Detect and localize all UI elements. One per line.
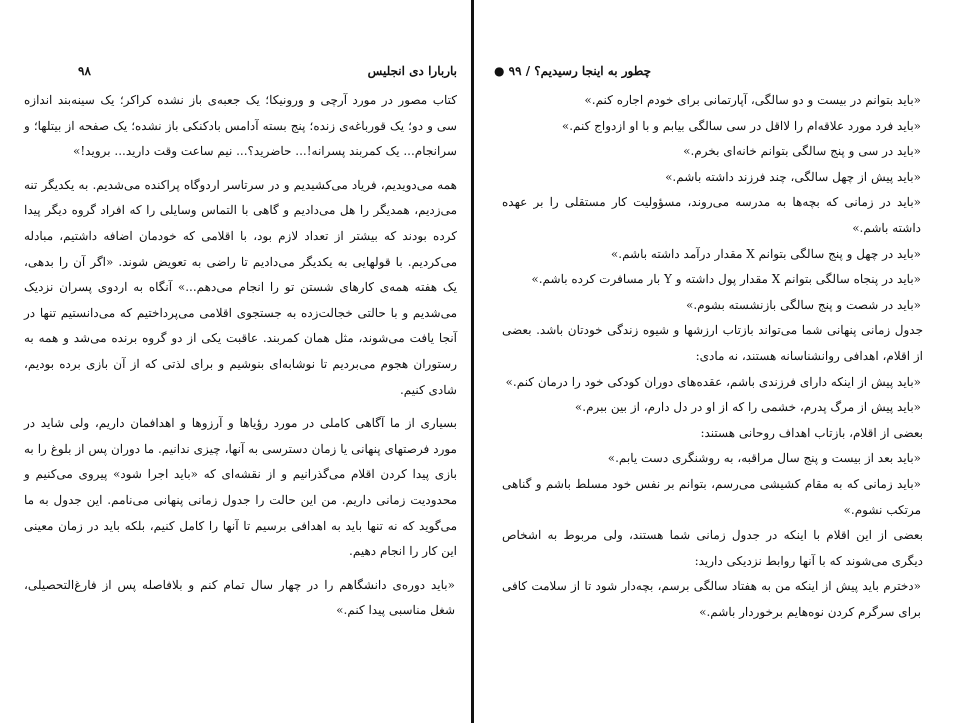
running-head-author: باربارا دی انجلیس (367, 64, 457, 78)
quote-paragraph: «باید در چهل و پنج سالگی بتوانم X مقدار درآمد داشته باشم.» (610, 246, 921, 261)
quote-paragraph: «باید پیش از چهل سالگی، چند فرزند داشته باشم.» (665, 169, 921, 184)
page-number: ۹۸ (78, 64, 91, 78)
left-page (18, 0, 463, 723)
paragraph: بعضی از اقلام، بازتاب اهداف روحانی هستند: (700, 425, 923, 440)
right-page (486, 0, 931, 723)
left-page-body (24, 88, 457, 713)
quote-paragraph: «باید پیش از مرگ پدرم، خشمی را که از او در دل دارم، از بین ببرم.» (574, 400, 921, 415)
quote-paragraph: «باید پیش از اینکه دارای فرزندی باشم، عقده‌های دوران کودکی خود را درمان کنم.» (505, 374, 921, 389)
paragraph: کتاب مصور در مورد آرچی و ورونیکا؛ یک جعبه‌ی باز نشده کراکر؛ یک سینه‌بند اندازه سی و دو؛ یک قورباغه‌ی زنده؛ پنج بسته آدامس بادکنکی باز نشده؛ یک صفحه از بیتلها؛ و سرانجام... یک کمربند پسرانه!... حاضرید؟... نیم ساعت وقت دارید... بروید!» (24, 93, 457, 159)
page-gutter (471, 0, 474, 723)
paragraph: بعضی از این اقلام با اینکه در جدول زمانی شما هستند، ولی مربوط به اشخاص دیگری می‌شوند که با آنها روابط نزدیکی دارید: (502, 528, 923, 568)
quote-paragraph: «باید در سی و پنج سالگی بتوانم خانه‌ای بخرم.» (683, 144, 921, 159)
quote-paragraph: «باید دوره‌ی دانشگاهم را در چهار سال تمام کنم و بلافاصله پس از فارغ‌التحصیلی، شغل مناسبی پیدا کنم.» (24, 577, 455, 618)
quote-paragraph: «باید بتوانم در بیست و دو سالگی، آپارتمانی برای خودم اجاره کنم.» (584, 93, 921, 107)
paragraph: همه می‌دویدیم، فریاد می‌کشیدیم و در سرتاسر اردوگاه پراکنده می‌شدیم. به یکدیگر تنه می‌زدیم، همدیگر را هل می‌دادیم و گاهی با التماس وسایلی را که افراد گروه دیگر پیدا کرده بودند که بیشتر از تعداد لازم بود، با اقلامی که خودمان اضافه داشتیم، مبادله می‌کردیم. با قولهایی به یکدیگر می‌دادیم تا راضی به تعویض شوند. «اگر آن را بدهی، یک هفته همه‌ی کارهای شستن تو را انجام می‌دهم...» آنگاه به اردوی پسران نزدیک می‌شدیم و با حالتی خجالت‌زده به جستجوی اقلامی می‌پرداختیم که می‌دانستیم تنها در آنجا یافت می‌شوند، مثل همان کمربند. عاقبت یکی از دو گروه برنده می‌شد و همه به رستوران هجوم می‌بردیم تا نوشابه‌ای بنوشیم و برای لذتی که از آن بازی برده بودیم، شادی کنیم. (24, 177, 457, 397)
quote-paragraph: «دخترم باید پیش از اینکه من به هفتاد سالگی برسم، بچه‌دار شود تا از سلامت کافی برای سرگرم کردن نوه‌هایم برخوردار باشم.» (502, 579, 921, 619)
quote-paragraph: «باید در شصت و پنج سالگی بازنشسته بشوم.» (686, 297, 921, 312)
running-head-chapter: چطور به اینجا رسیدیم؟ / ۹۹ ● (494, 64, 652, 78)
quote-paragraph: «باید بعد از بیست و پنج سال مراقبه، به روشنگری دست یابم.» (607, 451, 921, 466)
right-page-header (486, 60, 931, 82)
left-page-header (18, 60, 463, 82)
paragraph: جدول زمانی پنهانی شما می‌تواند بازتاب ارزشها و شیوه زندگی خودتان باشد. بعضی از اقلام، اهدافی روانشناسانه هستند، نه مادی: (502, 323, 923, 363)
quote-paragraph: «باید در پنجاه سالگی بتوانم X مقدار پول داشته و Y بار مسافرت کرده باشم.» (531, 272, 921, 287)
paragraph: بسیاری از ما آگاهی کاملی در مورد رؤیاها و آرزوها و اهدافمان داریم، ولی شاید در مورد فرصتهای پنهانی یا زمان دسترسی به آنها، چیزی ندانیم. ما دوران پس از بلوغ را به بازی پیدا کردن اقلام می‌گذرانیم و از نقشه‌ای که «باید اجرا شود» پیروی می‌کنیم و محدودیت زمانی داریم. من این حالت را جدول زمانی پنهانی می‌نامم. این جدول به ما می‌گوید که نه تنها باید به اهدافی برسیم تا آنها را کامل کنیم، بلکه باید در زمان معینی این کار را انجام دهیم. (24, 416, 457, 559)
right-page-body (502, 88, 923, 713)
quote-paragraph: «باید فرد مورد علاقه‌ام را لااقل در سی سالگی بیابم و با او ازدواج کنم.» (561, 118, 921, 133)
quote-paragraph: «باید در زمانی که بچه‌ها به مدرسه می‌روند، مسؤولیت کار مستقلی را بر عهده داشته باشم.» (502, 195, 921, 235)
quote-paragraph: «باید زمانی که به مقام کشیشی می‌رسم، بتوانم بر نفس خود مسلط باشم و گناهی مرتکب نشوم.» (502, 476, 921, 517)
